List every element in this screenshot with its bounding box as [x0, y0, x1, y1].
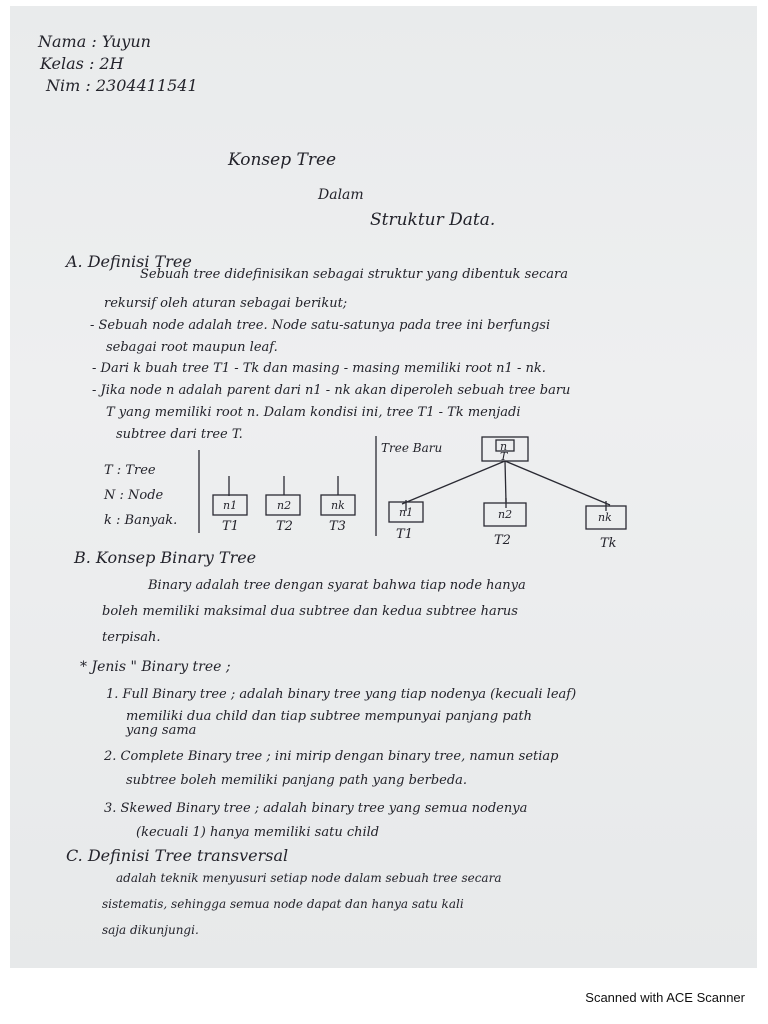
child-tree-label: T1 — [396, 527, 413, 542]
binary-tree-item: 2. Complete Binary tree ; ini mirip dengan binary tree, namun setiap — [104, 749, 559, 764]
section-b-line: Binary adalah tree dengan syarat bahwa tiap node hanya — [148, 578, 526, 593]
subtree-node-label: nk — [331, 499, 345, 512]
scanner-watermark: Scanned with ACE Scanner — [585, 990, 745, 1005]
binary-tree-item: (kecuali 1) hanya memiliki satu child — [136, 825, 380, 840]
scanned-page — [10, 6, 757, 968]
section-a-line: - Sebuah node adalah tree. Node satu-satunya pada tree ini berfungsi — [90, 318, 551, 333]
subtree-tree-label: T1 — [222, 519, 239, 534]
section-a-line: - Jika node n adalah parent dari n1 - nk akan diperoleh sebuah tree baru — [92, 383, 571, 398]
subtree-tree-label: T3 — [329, 519, 346, 534]
subtree-node-label: n2 — [277, 499, 292, 512]
child-tree-label: T2 — [494, 533, 511, 548]
title-line-2: Dalam — [318, 187, 364, 203]
binary-tree-item: memiliki dua child dan tiap subtree mempunyai panjang path — [126, 709, 532, 724]
edge-root-to-n1 — [402, 461, 505, 504]
subtree-tree-label: T2 — [276, 519, 293, 534]
section-c-line: saja dikunjungi. — [102, 923, 199, 937]
legend-banyak: k : Banyak. — [104, 513, 178, 528]
section-a-line: rekursif oleh aturan sebagai berikut; — [104, 296, 348, 311]
child-node-label: n2 — [498, 508, 513, 521]
binary-tree-item: subtree boleh memiliki panjang path yang berbeda. — [126, 773, 468, 788]
section-b-heading: B. Konsep Binary Tree — [74, 548, 257, 567]
section-c-heading: C. Definisi Tree transversal — [66, 846, 289, 865]
section-a-line: T yang memiliki root n. Dalam kondisi ini, tree T1 - Tk menjadi — [106, 405, 521, 420]
section-a-line: subtree dari tree T. — [116, 427, 243, 442]
section-c-line: adalah teknik menyusuri setiap node dalam sebuah tree secara — [116, 871, 502, 885]
tree-baru-label: Tree Baru — [381, 441, 443, 455]
section-a-line: sebagai root maupun leaf. — [106, 340, 278, 355]
section-a-heading: A. Definisi Tree — [66, 252, 192, 271]
edge-root-to-n2 — [505, 461, 506, 502]
child-node-label: n1 — [399, 506, 414, 519]
subtree-node-label: n1 — [223, 499, 238, 512]
title-line-3: Struktur Data. — [370, 210, 496, 230]
section-b-line: boleh memiliki maksimal dua subtree dan kedua subtree harus — [102, 604, 518, 619]
binary-tree-item: 3. Skewed Binary tree ; adalah binary tree yang semua nodenya — [104, 801, 528, 816]
kelas-line: Kelas : 2H — [40, 54, 124, 73]
title-line-1: Konsep Tree — [228, 150, 337, 170]
binary-tree-item: 1. Full Binary tree ; adalah binary tree yang tiap nodenya (kecuali leaf) — [106, 687, 577, 702]
binary-tree-item: yang sama — [126, 723, 197, 738]
tree-diagram — [10, 6, 757, 968]
jenis-binary-tree-heading: * Jenis " Binary tree ; — [80, 659, 231, 675]
nim-line: Nim : 2304411541 — [46, 76, 198, 95]
child-node-label: nk — [598, 511, 612, 524]
section-b-line: terpisah. — [102, 630, 161, 645]
section-a-line: - Dari k buah tree T1 - Tk dan masing - masing memiliki root n1 - nk. — [92, 361, 546, 376]
child-tree-label: Tk — [600, 536, 617, 551]
root-tree-label: T — [500, 450, 508, 463]
nama-line: Nama : Yuyun — [38, 32, 151, 51]
edge-root-to-nk — [505, 461, 610, 505]
section-a-line: Sebuah tree didefinisikan sebagai struktur yang dibentuk secara — [140, 267, 569, 282]
section-c-line: sistematis, sehingga semua node dapat dan hanya satu kali — [102, 897, 464, 911]
legend-node: N : Node — [104, 488, 164, 503]
legend-tree: T : Tree — [104, 463, 156, 478]
root-node-label: n — [500, 440, 508, 453]
